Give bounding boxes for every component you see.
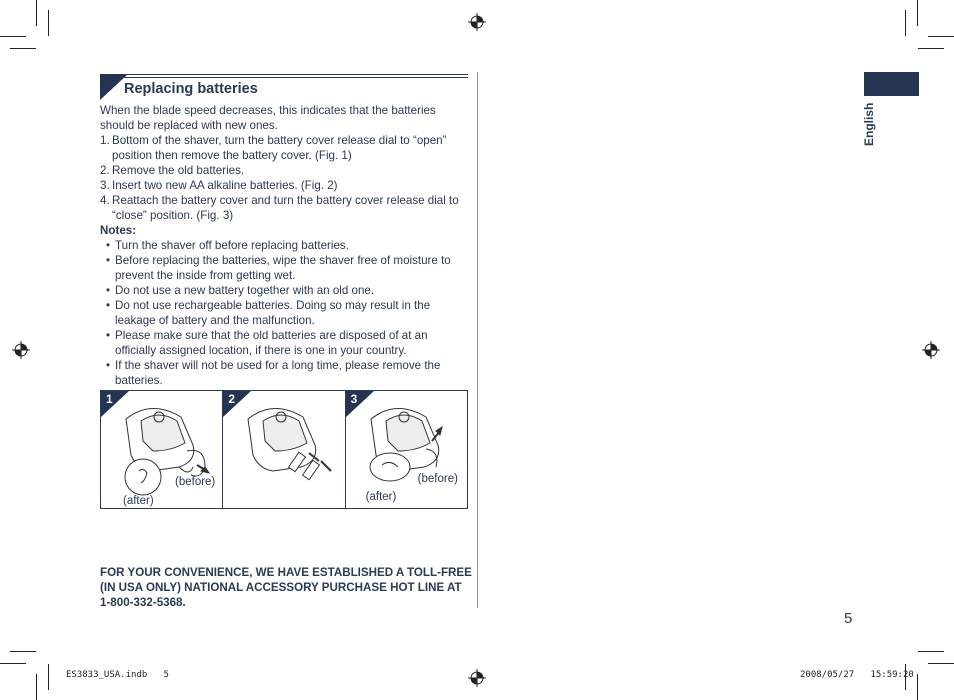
crop-mark bbox=[48, 10, 49, 36]
language-tab bbox=[864, 72, 919, 96]
shaver-illustration-icon bbox=[101, 391, 223, 508]
list-item bbox=[100, 163, 468, 178]
crop-mark bbox=[0, 36, 26, 37]
bullet-icon: • bbox=[106, 299, 111, 312]
note-text: Do not use a new battery together with an old one. bbox=[115, 284, 375, 297]
list-item bbox=[100, 238, 468, 253]
intro-paragraph: When the blade speed decreases, this indicates that the batteries should be replaced with new ones. bbox=[100, 104, 436, 132]
step-number: 3. bbox=[100, 179, 110, 192]
note-text: Before replacing the batteries, wipe the shaver free of moisture to prevent the inside from getting wet. bbox=[115, 254, 451, 282]
registration-mark-icon bbox=[922, 341, 940, 359]
step-number: 1. bbox=[100, 134, 110, 147]
crop-mark bbox=[10, 651, 36, 652]
step-number: 4. bbox=[100, 194, 110, 207]
crop-mark bbox=[905, 10, 906, 36]
language-label-wrap bbox=[862, 98, 880, 146]
step-text: Reattach the battery cover and turn the battery cover release dial to “close” position. (Fig. 3) bbox=[112, 194, 459, 222]
crop-mark bbox=[928, 663, 954, 664]
figure-number: 1 bbox=[106, 392, 113, 406]
shaver-illustration-icon bbox=[223, 391, 345, 508]
crop-mark bbox=[918, 48, 944, 49]
crop-mark bbox=[48, 664, 49, 690]
crop-mark bbox=[36, 0, 37, 26]
notes-heading: Notes: bbox=[100, 224, 137, 237]
crop-mark bbox=[0, 663, 26, 664]
crop-mark bbox=[917, 674, 918, 700]
note-text: Turn the shaver off before replacing batteries. bbox=[115, 239, 349, 252]
note-text: Do not use rechargeable batteries. Doing so may result in the leakage of battery and the malfunction. bbox=[115, 299, 431, 327]
step-text: Insert two new AA alkaline batteries. (Fig. 2) bbox=[112, 179, 338, 192]
heading-rule bbox=[124, 77, 468, 78]
list-item bbox=[100, 253, 468, 283]
list-item bbox=[100, 328, 468, 358]
list-item bbox=[100, 358, 468, 388]
registration-mark-icon bbox=[468, 669, 486, 687]
list-item bbox=[100, 133, 468, 163]
step-text: Remove the old batteries. bbox=[112, 164, 245, 177]
figure-2 bbox=[223, 391, 345, 508]
slug-file: ES3833_USA.indb 5 bbox=[66, 670, 169, 680]
registration-mark-icon bbox=[12, 341, 30, 359]
bullet-icon: • bbox=[106, 239, 111, 252]
crop-mark bbox=[918, 651, 944, 652]
step-text: Bottom of the shaver, turn the battery cover release dial to “open” position then remove the battery cover. (Fig. 1) bbox=[112, 134, 447, 162]
figure-number: 2 bbox=[228, 392, 236, 406]
section-title: Replacing batteries bbox=[124, 81, 258, 97]
hotline-notice: FOR YOUR CONVENIENCE, WE HAVE ESTABLISHED A TOLL-FREE (IN USA ONLY) NATIONAL ACCESSORY PURCHASE HOT LINE AT 1-800-332-5368. bbox=[100, 566, 472, 609]
list-item bbox=[100, 178, 468, 193]
step-number: 2. bbox=[100, 164, 110, 177]
bullet-icon: • bbox=[106, 329, 111, 342]
bullet-icon: • bbox=[106, 284, 111, 297]
shaver-illustration-icon bbox=[346, 391, 468, 508]
crop-mark bbox=[928, 36, 954, 37]
note-text: If the shaver will not be used for a long time, please remove the batteries. bbox=[115, 359, 441, 387]
crop-mark bbox=[917, 0, 918, 26]
column-divider bbox=[477, 72, 478, 608]
page-number: 5 bbox=[844, 610, 853, 627]
crop-mark bbox=[10, 48, 36, 49]
slug-datetime: 2008/05/27 15:59:20 bbox=[800, 670, 914, 680]
crop-mark bbox=[36, 674, 37, 700]
figure-panel bbox=[100, 390, 468, 509]
figure-number: 3 bbox=[350, 392, 358, 406]
registration-mark-icon bbox=[468, 13, 486, 31]
bullet-icon: • bbox=[106, 359, 111, 372]
figure-3 bbox=[346, 391, 467, 508]
heading-rule bbox=[124, 74, 468, 75]
figure-1 bbox=[101, 391, 223, 508]
caption-after: (after) bbox=[123, 495, 154, 507]
caption-after: (after) bbox=[365, 491, 397, 503]
language-label: English bbox=[862, 102, 876, 146]
list-item bbox=[100, 283, 468, 298]
list-item bbox=[100, 193, 468, 223]
bullet-icon: • bbox=[106, 254, 111, 267]
caption-before: (before) bbox=[417, 473, 458, 485]
list-item bbox=[100, 298, 468, 328]
note-text: Please make sure that the old batteries are disposed of at an officially assigned location, if there is one in your country. bbox=[115, 329, 428, 357]
caption-before: (before) bbox=[175, 476, 216, 488]
section-heading bbox=[100, 74, 468, 100]
instructions bbox=[100, 103, 468, 388]
